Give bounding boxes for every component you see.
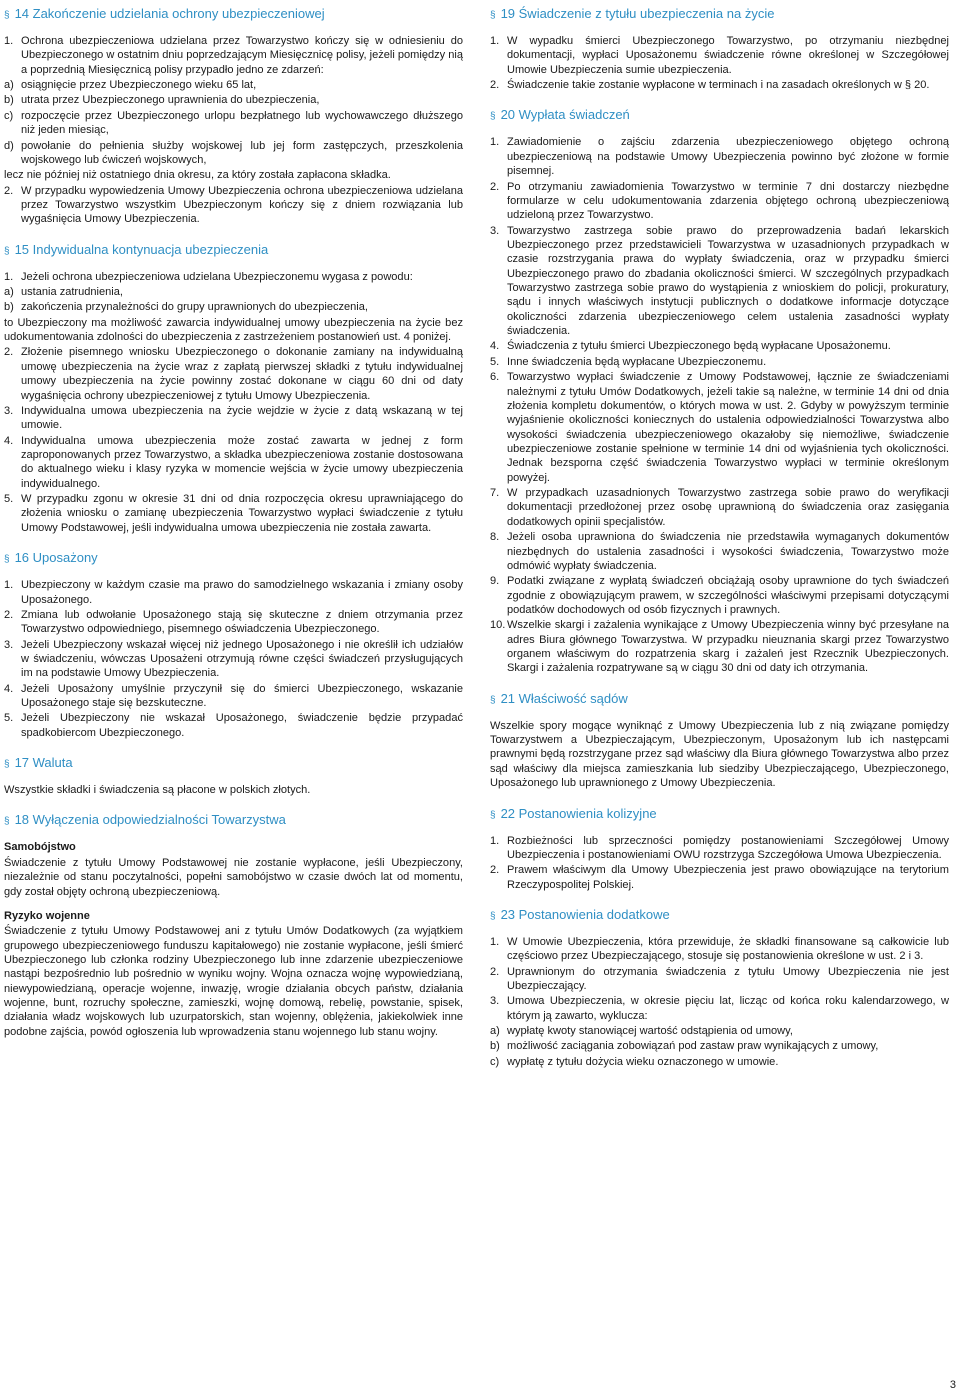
- subheading-suicide: Samobójstwo: [4, 841, 76, 854]
- item-number: 1.: [490, 834, 500, 847]
- list-item: [490, 935, 949, 964]
- item-number: 2.: [4, 184, 14, 197]
- page-number: 3: [949, 1379, 956, 1391]
- item-number: c): [490, 1055, 500, 1068]
- item-number: 1.: [4, 35, 14, 47]
- item-number: 4.: [4, 682, 14, 695]
- item-text: Świadczenie takie zostanie wypłacone w terminach i na zasadach określonych w § 20.: [507, 79, 930, 92]
- section-sign-icon: §: [490, 809, 496, 821]
- section-title-22: [490, 806, 949, 822]
- paragraph: to Ubezpieczony ma możliwość zawarcia indywidualnej umowy ubezpieczenia na życie bez udokumentowania zdolności do ubezpieczenia z zastrzeżeniem postanowień ust. 4 poniżej.: [4, 316, 463, 344]
- sub-list-item: [4, 78, 463, 92]
- item-text: W przypadku zgonu w okresie 31 dni od dnia rozpoczęcia okresu uprawniającego do złożenia wniosku o zamianę ubezpieczenia Towarzystwo wypłaci świadczenie z tytułu Umowy Podstawowej, jeśli indywidualna umowa ubezpieczenia nie została zawarta.: [21, 493, 463, 534]
- item-text: Jeżeli Uposażony umyślnie przyczynił się do śmierci Ubezpieczonego, wskazanie Uposażonego staje się bezskuteczne.: [21, 682, 463, 710]
- list-item: [4, 34, 463, 77]
- item-number: 5.: [4, 712, 14, 725]
- sub-list-item: [4, 285, 463, 299]
- right-column: [490, 6, 949, 1070]
- section-sign-icon: §: [4, 554, 10, 566]
- item-text: W przypadku wypowiedzenia Umowy Ubezpieczenia ochrona ubezpieczeniowa udzielana przez Towarzystwo wszystkim Ubezpieczonym kończy się z dniem rozwiązania lub wygaśnięcia Umowy Ubezpieczenia.: [21, 184, 463, 226]
- item-text: Inne świadczenia będą wypłacane Ubezpieczonemu.: [507, 355, 767, 368]
- list-item: [490, 34, 949, 77]
- item-number: 3.: [490, 224, 500, 237]
- item-number: 4.: [4, 434, 14, 447]
- item-number: 10.: [490, 619, 506, 632]
- list-item: [490, 618, 949, 675]
- list-item: [490, 339, 949, 353]
- section-sign-icon: §: [490, 10, 496, 21]
- section-sign-icon: §: [4, 759, 10, 771]
- section-title-23: [490, 907, 949, 923]
- section-title-17: [4, 755, 463, 771]
- item-number: 3.: [4, 404, 14, 417]
- item-text: Wszelkie skargi i zażalenia wynikające z Umowy Ubezpieczenia winny być przesyłane na adres Biura głównego Towarzystwa. W przypadku nieuznania skargi przez Towarzystwo organem właściwym do rozpatrzenia skarg i zażaleń jest Rzecznik Ubezpieczonych. Skargi i zażalenia rozpatrywane są w ciągu 30 dni od daty ich otrzymania.: [507, 619, 949, 675]
- item-number: b): [490, 1040, 500, 1053]
- list-item: [490, 863, 949, 892]
- section-title-text: 18 Wyłączenia odpowiedzialności Towarzystwa: [14, 812, 286, 828]
- section-sign-icon: §: [490, 111, 496, 123]
- section-title-text: 19 Świadczenie z tytułu ubezpieczenia na życie: [500, 6, 775, 21]
- section-title-16: [4, 550, 463, 566]
- list-item: [490, 994, 949, 1023]
- list-item: [490, 355, 949, 369]
- section-title-20: [490, 107, 949, 123]
- item-number: 4.: [490, 340, 500, 353]
- list-item: [490, 224, 949, 339]
- item-text: Świadczenia z tytułu śmierci Ubezpieczonego będą wypłacane Uposażonemu.: [507, 340, 891, 353]
- list-item: [4, 578, 463, 607]
- section-sign-icon: §: [4, 245, 10, 257]
- paragraph: Świadczenie z tytułu Umowy Podstawowej ani z tytułu Umów Dodatkowych (za wyjątkiem grupowego ubezpieczeniowego funduszu kapitałowego) nie zostanie wypłacone, jeśli śmierć Ubezpieczonego lub członka rodziny Ubezpieczonego lub inne zdarzenie ubezpieczeniowe nastąpi bezpośrednio lub pośrednio w wyniku wojny. Wojna oznacza wojnę wypowiedzianą, niewypowiedzianą, operacje wojenne, inwazję, wrogie działania obcych państw, działania wojenne, bunt, rozruchy społeczne, zamieszki, wojnę domową, rebelię, powstanie, spisek, działania władz wojskowych lub uzurpatorskich, stan wojenny, oblężenia, jakiekolwiek inne podobne zajścia, powód ogłoszenia lub wprowadzenia stanu wojennego lub stanu wojny.: [4, 925, 463, 1038]
- left-column: [4, 6, 463, 1040]
- item-number: 1.: [490, 935, 500, 948]
- item-number: 2.: [4, 346, 14, 359]
- item-number: 2.: [490, 965, 500, 978]
- item-text: Rozbieżności lub sprzeczności pomiędzy postanowieniami Szczegółowej Umowy Ubezpieczenia i postanowieniami OWU rozstrzyga Szczegółowa Umowa Ubezpieczenia.: [507, 834, 949, 861]
- section-sign-icon: §: [4, 816, 10, 828]
- list-item: [4, 711, 463, 740]
- section-title-text: 22 Postanowienia kolizyjne: [500, 805, 657, 821]
- item-number: c): [4, 109, 14, 122]
- item-number: 2.: [4, 608, 14, 621]
- section-title-text: 21 Właściwość sądów: [500, 690, 628, 706]
- item-number: a): [490, 1025, 500, 1038]
- section-title-18: [4, 812, 463, 828]
- item-text: osiągnięcie przez Ubezpieczonego wieku 65 lat,: [21, 79, 257, 92]
- sub-list-item: [4, 300, 463, 314]
- item-number: 7.: [490, 487, 500, 500]
- sub-list-item: [4, 109, 463, 138]
- item-text: Indywidualna umowa ubezpieczenia może zostać zawarta w jednej z form zaproponowanych przez Towarzystwo, a składka ubezpieczeniowa zostanie dostosowana do aktualnego wieku i klasy ryzyka w momencie wejścia w życie umowy ubezpieczenia indywidualnego.: [21, 434, 463, 490]
- list-item: [4, 682, 463, 711]
- item-text: Prawem właściwym dla Umowy Ubezpieczenia jest prawo obowiązujące na terytorium Rzeczypospolitej Polskiej.: [507, 864, 949, 891]
- item-text: wypłatę kwoty stanowiącej wartość odstąpienia od umowy,: [507, 1025, 793, 1038]
- item-text: Towarzystwo zastrzega sobie prawo do przeprowadzenia badań lekarskich Ubezpieczonego przez przedstawicieli Towarzystwa w uzasadnionych przypadkach w czasie rozstrzygania prawa do wypłaty świadczenia, oraz w przypadku śmierci Ubezpieczonego prawo do zbadania okoliczności śmierci. W szczególnych przypadkach Towarzystwo zastrzega sobie prawo do wystąpienia z wnioskiem do policji, prokuratury, sądu i innych właściwych instytucji publicznych o dodatkowe informacje dotyczące okoliczności zdarzenia ubezpieczeniowego celem ustalenia zasadności wypłaty świadczenia.: [507, 224, 949, 338]
- section-title-19: [490, 6, 949, 22]
- item-text: Ubezpieczony w każdym czasie ma prawo do samodzielnego wskazania i zmiany osoby Uposażonego.: [21, 579, 463, 606]
- item-text: utrata przez Ubezpieczonego uprawnienia do ubezpieczenia,: [21, 94, 320, 107]
- item-text: możliwość zaciągania zobowiązań pod zastaw praw wynikających z umowy,: [507, 1040, 879, 1053]
- item-text: W wypadku śmierci Ubezpieczonego Towarzystwo, po otrzymaniu niezbędnej dokumentacji, wypłaci Uposażonemu świadczenie równe określonej w Szczegółowej Umowie Ubezpieczenia sumie ubezpieczenia.: [507, 35, 949, 76]
- list-item: [4, 638, 463, 681]
- item-number: 5.: [4, 493, 14, 506]
- paragraph: lecz nie później niż ostatniego dnia okresu, za który została zapłacona składka.: [4, 169, 391, 182]
- section-title-text: 17 Waluta: [14, 755, 73, 771]
- list-item: [490, 574, 949, 617]
- list-item: [4, 492, 463, 535]
- item-text: Umowa Ubezpieczenia, w okresie pięciu lat, licząc od końca roku kalendarzowego, w którym ją zawarto, wyklucza:: [507, 995, 949, 1022]
- list-item: [490, 530, 949, 573]
- item-text: Podatki związane z wypłatą świadczeń obciążają osoby uprawnione do tych świadczeń zgodnie z obowiązującym prawem, w szczególności właściwymi przepisami dotyczącymi podatków dochodowych od osób fizycznych i prawnych.: [507, 575, 949, 616]
- item-text: Ochrona ubezpieczeniowa udzielana przez Towarzystwo kończy się w odniesieniu do Ubezpieczonego w ostatnim dniu poprzedzającym Miesięcznicę polisy, jeżeli pomiędzy nią a poprzednią Miesięcznicą polisy przypadło jedno ze zdarzeń:: [21, 35, 463, 76]
- sub-list-item: [4, 93, 463, 107]
- item-number: d): [4, 139, 14, 152]
- sub-list-item: [490, 1039, 949, 1053]
- section-sign-icon: §: [490, 910, 496, 922]
- item-text: powołanie do pełnienia służby wojskowej lub jej form zastępczych, przeszkolenia wojskowego lub ćwiczeń wojskowych,: [21, 139, 463, 166]
- section-title-text: 15 Indywidualna kontynuacja ubezpieczenia: [14, 241, 269, 257]
- item-text: Jeżeli ochrona ubezpieczeniowa udzielana Ubezpieczonemu wygasa z powodu:: [21, 270, 413, 283]
- item-number: 2.: [490, 864, 500, 877]
- item-text: Jeżeli Ubezpieczony nie wskazał Uposażonego, świadczenie będzie przypadać spadkobiercom Ubezpieczonego.: [21, 712, 463, 739]
- list-item: [490, 78, 949, 92]
- list-item: [4, 270, 463, 284]
- item-text: Jeżeli Ubezpieczony wskazał więcej niż jednego Uposażonego i nie określił ich udziałów w świadczeniu, wówczas Uposażeni otrzymują równe części świadczeń przysługujących im na podstawie Umowy Ubezpieczenia.: [21, 638, 463, 680]
- sub-list-item: [490, 1024, 949, 1038]
- section-title-text: 14 Zakończenie udzielania ochrony ubezpieczeniowej: [14, 6, 325, 21]
- item-text: Uprawnionym do otrzymania świadczenia z tytułu Umowy Ubezpieczenia nie jest Ubezpieczający.: [507, 965, 949, 993]
- paragraph: Świadczenie z tytułu Umowy Podstawowej nie zostanie wypłacone, jeśli Ubezpieczony, niezależnie od stanu poczytalności, popełni samobójstwo w czasie dwóch lat od momentu, gdy został objęty ochroną ubezpieczeniową.: [4, 856, 463, 898]
- list-item: [4, 608, 463, 637]
- item-number: 5.: [490, 355, 500, 368]
- item-text: Złożenie pisemnego wniosku Ubezpieczonego o dokonanie zamiany na indywidualną umowę ubezpieczenia na życie wraz z zapłatą pierwszej składki z tytułu indywidualnej umowy ubezpieczenia na życie powinny zostać dokonane w ciągu 60 dni od daty wygaśnięcia ochrony ubezpieczeniowej z tytułu Umowy Ubezpieczenia.: [21, 346, 463, 402]
- item-number: 1.: [490, 35, 500, 47]
- section-title-21: [490, 691, 949, 707]
- item-number: b): [4, 301, 14, 314]
- section-sign-icon: §: [490, 694, 496, 706]
- item-number: 9.: [490, 575, 500, 588]
- list-item: [490, 965, 949, 994]
- item-text: Jeżeli osoba uprawniona do świadczenia nie przedstawiła wymaganych dokumentów niezbędnych do ustalenia zasadności i wysokości świadczenia, Towarzystwo może odmówić wypłaty świadczenia.: [507, 531, 949, 572]
- list-item: [490, 135, 949, 178]
- paragraph: Wszelkie spory mogące wyniknąć z Umowy Ubezpieczenia lub z nią związane pomiędzy Towarzystwem a Ubezpieczającym, Ubezpieczonym, Uposażonym lub ich następcami prawnymi będą rozstrzygane przez sąd właściwy dla Biura głównego Towarzystwa albo przez sąd właściwy dla miejsca zamieszkania lub siedziby Ubezpieczającego, Ubezpieczonego, Uposażonego lub uprawnionego z Umowy Ubezpieczenia.: [490, 719, 949, 790]
- section-title-14: [4, 6, 463, 22]
- list-item: [4, 404, 463, 433]
- section-title-text: 20 Wypłata świadczeń: [500, 107, 630, 123]
- item-number: b): [4, 94, 14, 107]
- item-text: rozpoczęcie przez Ubezpieczonego urlopu bezpłatnego lub wychowawczego dłuższego niż jeden miesiąc,: [21, 109, 463, 137]
- item-text: W przypadkach uzasadnionych Towarzystwo zastrzega sobie prawo do weryfikacji dokumentacji przedłożonej przez osobę uprawnioną do świadczenia oraz zasięgania dodatkowych opinii specjalistów.: [507, 487, 949, 528]
- list-item: [490, 834, 949, 863]
- list-item: [4, 345, 463, 402]
- item-text: Indywidualna umowa ubezpieczenia na życie wejdzie w życie z datą wskazaną w tej umowie.: [21, 404, 463, 432]
- section-title-15: [4, 242, 463, 258]
- list-item: [490, 370, 949, 485]
- item-text: zakończenia przynależności do grupy uprawnionych do ubezpieczenia,: [21, 301, 368, 314]
- item-number: a): [4, 286, 14, 299]
- sub-list-item: [490, 1055, 949, 1069]
- item-number: 1.: [490, 136, 500, 149]
- item-number: 2.: [490, 79, 500, 92]
- item-text: Zmiana lub odwołanie Uposażonego stają się skuteczne z dniem otrzymania przez Towarzystwo odpowiedniego, pisemnego oświadczenia Ubezpieczonego.: [21, 608, 463, 636]
- subheading-war-risk: Ryzyko wojenne: [4, 909, 90, 922]
- item-text: Zawiadomienie o zajściu zdarzenia ubezpieczeniowego objętego ochroną ubezpieczeniową na podstawie Umowy Ubezpieczenia powinno być złożone w formie pisemnej.: [507, 136, 949, 178]
- section-sign-icon: §: [4, 10, 10, 21]
- list-item: [4, 434, 463, 491]
- item-number: 1.: [4, 579, 14, 592]
- item-number: 2.: [490, 180, 500, 193]
- item-number: 6.: [490, 371, 500, 384]
- item-text: Po otrzymaniu zawiadomienia Towarzystwo w terminie 7 dni dostarczy niezbędne formularze w celu udokumentowania zdarzenia objętego ochroną ubezpieczeniową udzieloną przez Towarzystwo.: [507, 180, 949, 222]
- list-item: [490, 486, 949, 529]
- item-number: 8.: [490, 531, 500, 544]
- item-number: 1.: [4, 270, 14, 283]
- item-text: Towarzystwo wypłaci świadczenie z Umowy Podstawowej, łącznie ze świadczeniami należnymi z tytułu Umów Dodatkowych, jeżeli takie są należne, w terminie 14 dni od dnia złożenia kompletu dokumentów, o których mowa w ust. 2. Gdyby w powyższym terminie wyjaśnienie okoliczności koniecznych do ustalenia odpowiedzialności Towarzystwa albo wysokości świadczenia ubezpieczeniowego okazałoby się niemożliwe, świadczenie ubezpieczeniowe zostanie spełnione w terminie 14 dni od wyjaśnienia tych okoliczności. Jednak bezsporna część świadczenia Towarzystwo wypłaci w terminie określonym powyżej.: [507, 371, 949, 484]
- list-item: [490, 180, 949, 223]
- item-text: wypłatę z tytułu dożycia wieku oznaczonego w umowie.: [507, 1055, 779, 1068]
- sub-list-item: [4, 139, 463, 168]
- item-text: W Umowie Ubezpieczenia, która przewiduje, że składki finansowane są całkowicie lub częściowo przez Ubezpieczającego, stosuje się postanowienia określone w ust. 2 i 3.: [507, 935, 949, 963]
- paragraph: Wszystkie składki i świadczenia są płacone w polskich złotych.: [4, 784, 311, 797]
- item-number: 3.: [490, 995, 500, 1008]
- section-title-text: 16 Uposażony: [14, 550, 98, 566]
- item-number: 3.: [4, 638, 14, 651]
- item-text: ustania zatrudnienia,: [21, 286, 123, 299]
- item-number: a): [4, 79, 14, 92]
- list-item: [4, 184, 463, 227]
- section-title-text: 23 Postanowienia dodatkowe: [500, 906, 670, 922]
